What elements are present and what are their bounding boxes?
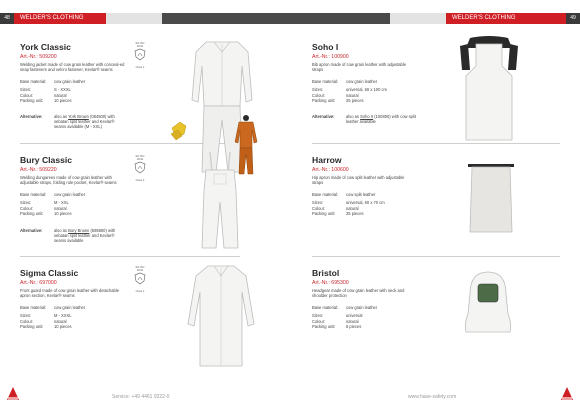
alternative-prefix: also as xyxy=(346,114,359,119)
alternative-text: (100800) with cow split leather available xyxy=(346,114,416,125)
article-number: Art.-Nr.: 100900 xyxy=(312,54,349,60)
spec-label: Packing unit: xyxy=(20,324,44,330)
spec-value: natural xyxy=(54,318,67,324)
header-grey-bar-right xyxy=(390,13,446,24)
product-title-bury-classic: Bury Classic xyxy=(20,155,73,165)
hase-logo-left xyxy=(6,386,20,402)
spec-value: cow grain leather xyxy=(54,192,86,197)
spec-value: 25 pieces xyxy=(346,211,364,217)
spec-value: universal, 60 x 100 cm xyxy=(346,87,387,93)
spec-value: 5 pieces xyxy=(346,324,362,330)
spec-value: universal xyxy=(346,313,363,319)
spec-value: universal, 60 x 70 cm xyxy=(346,200,385,206)
cert-standard: EN ISO 11611 xyxy=(135,42,145,48)
spec-value: natural xyxy=(54,92,67,98)
spec-value: cow grain leather xyxy=(346,305,378,310)
alternative-note xyxy=(20,228,130,246)
spec-label: Packing unit: xyxy=(312,211,336,217)
spec-label: Colour: xyxy=(312,205,326,211)
alternative-link[interactable]: Soho II xyxy=(360,114,374,119)
spec-value: natural xyxy=(54,205,67,211)
article-number: Art.-Nr.: 509200 xyxy=(20,54,57,60)
spec-value: cow grain leather xyxy=(54,79,86,84)
harrow-image xyxy=(468,162,514,234)
spec-label: Packing unit: xyxy=(20,98,44,104)
article-number: Art.-Nr.: 697000 xyxy=(20,280,57,286)
spec-value: M - XXXL xyxy=(54,313,72,319)
shield-icon xyxy=(134,48,146,61)
alternative-text: (084500) with sebatan split leather and Kevlar® seams available (M - XXL) xyxy=(54,114,115,130)
section-header-right: WELDER'S CLOTHING xyxy=(446,13,566,24)
divider xyxy=(312,256,560,257)
product-description: Front guard made of cow grain leather with detachable apron section, Kevlar® seams xyxy=(20,288,119,299)
spec-value: 10 pieces xyxy=(54,324,72,330)
spec-table xyxy=(20,192,130,217)
alternative-note xyxy=(312,114,426,128)
website-url[interactable]: www.hase-safety.com xyxy=(408,394,457,400)
product-description: Bib apron made of cow grain leather with adjustable straps xyxy=(312,62,406,73)
spec-label: Base material: xyxy=(20,79,47,84)
page-number-right: 49 xyxy=(566,13,580,24)
gloves-image xyxy=(168,120,190,142)
shield-icon xyxy=(134,272,146,285)
spec-label: Packing unit: xyxy=(312,324,336,330)
alternative-label: Alternative: xyxy=(20,228,43,233)
spec-value: cow split leather xyxy=(346,192,376,197)
product-title-sigma-classic: Sigma Classic xyxy=(20,268,79,278)
spec-label: Colour: xyxy=(20,318,34,324)
spec-value: cow grain leather xyxy=(54,305,86,310)
cert-standard: EN ISO 11611 xyxy=(135,266,145,272)
cert-class: Class 2 xyxy=(135,179,145,182)
product-title-bristol: Bristol xyxy=(312,268,340,278)
product-description: Headgear made of cow grain leather with neck and shoulder protection xyxy=(312,288,405,299)
soho-i-image xyxy=(458,36,520,142)
header-grey-bar-left xyxy=(106,13,162,24)
product-description: Welding dungarees made of cow grain leather with adjustable straps, folding rule pocket, Kevlar® seams xyxy=(20,175,117,186)
spec-label: Colour: xyxy=(20,205,34,211)
article-number: Art.-Nr.: 695300 xyxy=(312,280,349,286)
spec-table xyxy=(20,79,130,104)
alternative-label: Alternative: xyxy=(312,114,335,119)
alternative-label: Alternative: xyxy=(20,114,43,119)
hase-logo-right xyxy=(560,386,574,402)
certification-badge xyxy=(134,42,146,69)
cert-class: Class 2 xyxy=(135,290,145,293)
spec-value: M - XXL xyxy=(54,200,69,206)
alternative-text: (695800) with sebatan split leather and Kevlar® seams available xyxy=(54,228,116,244)
product-title-york-classic: York Classic xyxy=(20,42,71,52)
spec-label: Base material: xyxy=(20,305,47,310)
article-number: Art.-Nr.: 509220 xyxy=(20,167,57,173)
sigma-classic-image xyxy=(182,262,260,370)
spec-value: 10 pieces xyxy=(54,98,72,104)
cert-standard: EN ISO 11611 xyxy=(135,155,145,161)
spec-value: 10 pieces xyxy=(54,211,72,217)
alternative-note xyxy=(20,114,130,132)
divider xyxy=(20,256,240,257)
section-header-left: WELDER'S CLOTHING xyxy=(14,13,106,24)
alternative-link[interactable]: York Brown xyxy=(68,114,89,119)
article-number: Art.-Nr.: 100600 xyxy=(312,167,349,173)
certification-badge xyxy=(134,155,146,182)
spec-value: S - XXXL xyxy=(54,87,71,93)
spec-label: Sizes: xyxy=(312,313,324,319)
page-number-left: 48 xyxy=(0,13,14,24)
alternative-prefix: also as xyxy=(54,228,67,233)
product-title-harrow: Harrow xyxy=(312,155,342,165)
cert-class: Class 2 xyxy=(135,66,145,69)
spec-table xyxy=(312,305,426,330)
bury-classic-image xyxy=(190,150,250,250)
spec-value: cow grain leather xyxy=(346,79,378,84)
product-title-soho-i: Soho I xyxy=(312,42,339,52)
product-description: Welding jacket made of cow grain leather with conceal-ed snap fasteners and velcro fastener, Kevlar® seams xyxy=(20,62,125,73)
spec-label: Sizes: xyxy=(20,200,32,206)
spec-value: natural xyxy=(346,92,359,98)
spec-label: Colour: xyxy=(312,92,326,98)
certification-badge xyxy=(134,266,146,293)
header-dark-bar xyxy=(162,13,390,24)
spec-label: Colour: xyxy=(20,92,34,98)
spec-table xyxy=(312,192,426,217)
spec-label: Packing unit: xyxy=(20,211,44,217)
spec-label: Base material: xyxy=(312,192,339,197)
spec-label: Base material: xyxy=(312,305,339,310)
alternative-link[interactable]: Bury Brown xyxy=(68,228,90,233)
spec-label: Sizes: xyxy=(20,87,32,93)
spec-label: Base material: xyxy=(20,192,47,197)
spec-table xyxy=(20,305,130,330)
shield-icon xyxy=(134,161,146,174)
service-phone: Service: +49 4461 9222-0 xyxy=(112,394,170,400)
divider xyxy=(312,143,560,144)
spec-label: Sizes: xyxy=(312,87,324,93)
spec-table xyxy=(312,79,426,104)
spec-value: natural xyxy=(346,205,359,211)
alternative-prefix: also as xyxy=(54,114,67,119)
spec-label: Base material: xyxy=(312,79,339,84)
spec-label: Sizes: xyxy=(312,200,324,206)
product-description: Hip apron made of cow split leather with adjustable straps xyxy=(312,175,405,186)
spec-label: Sizes: xyxy=(20,313,32,319)
spec-label: Colour: xyxy=(312,318,326,324)
spec-value: 25 pieces xyxy=(346,98,364,104)
spec-label: Packing unit: xyxy=(312,98,336,104)
spec-value: natural xyxy=(346,318,359,324)
bristol-image xyxy=(462,270,514,334)
